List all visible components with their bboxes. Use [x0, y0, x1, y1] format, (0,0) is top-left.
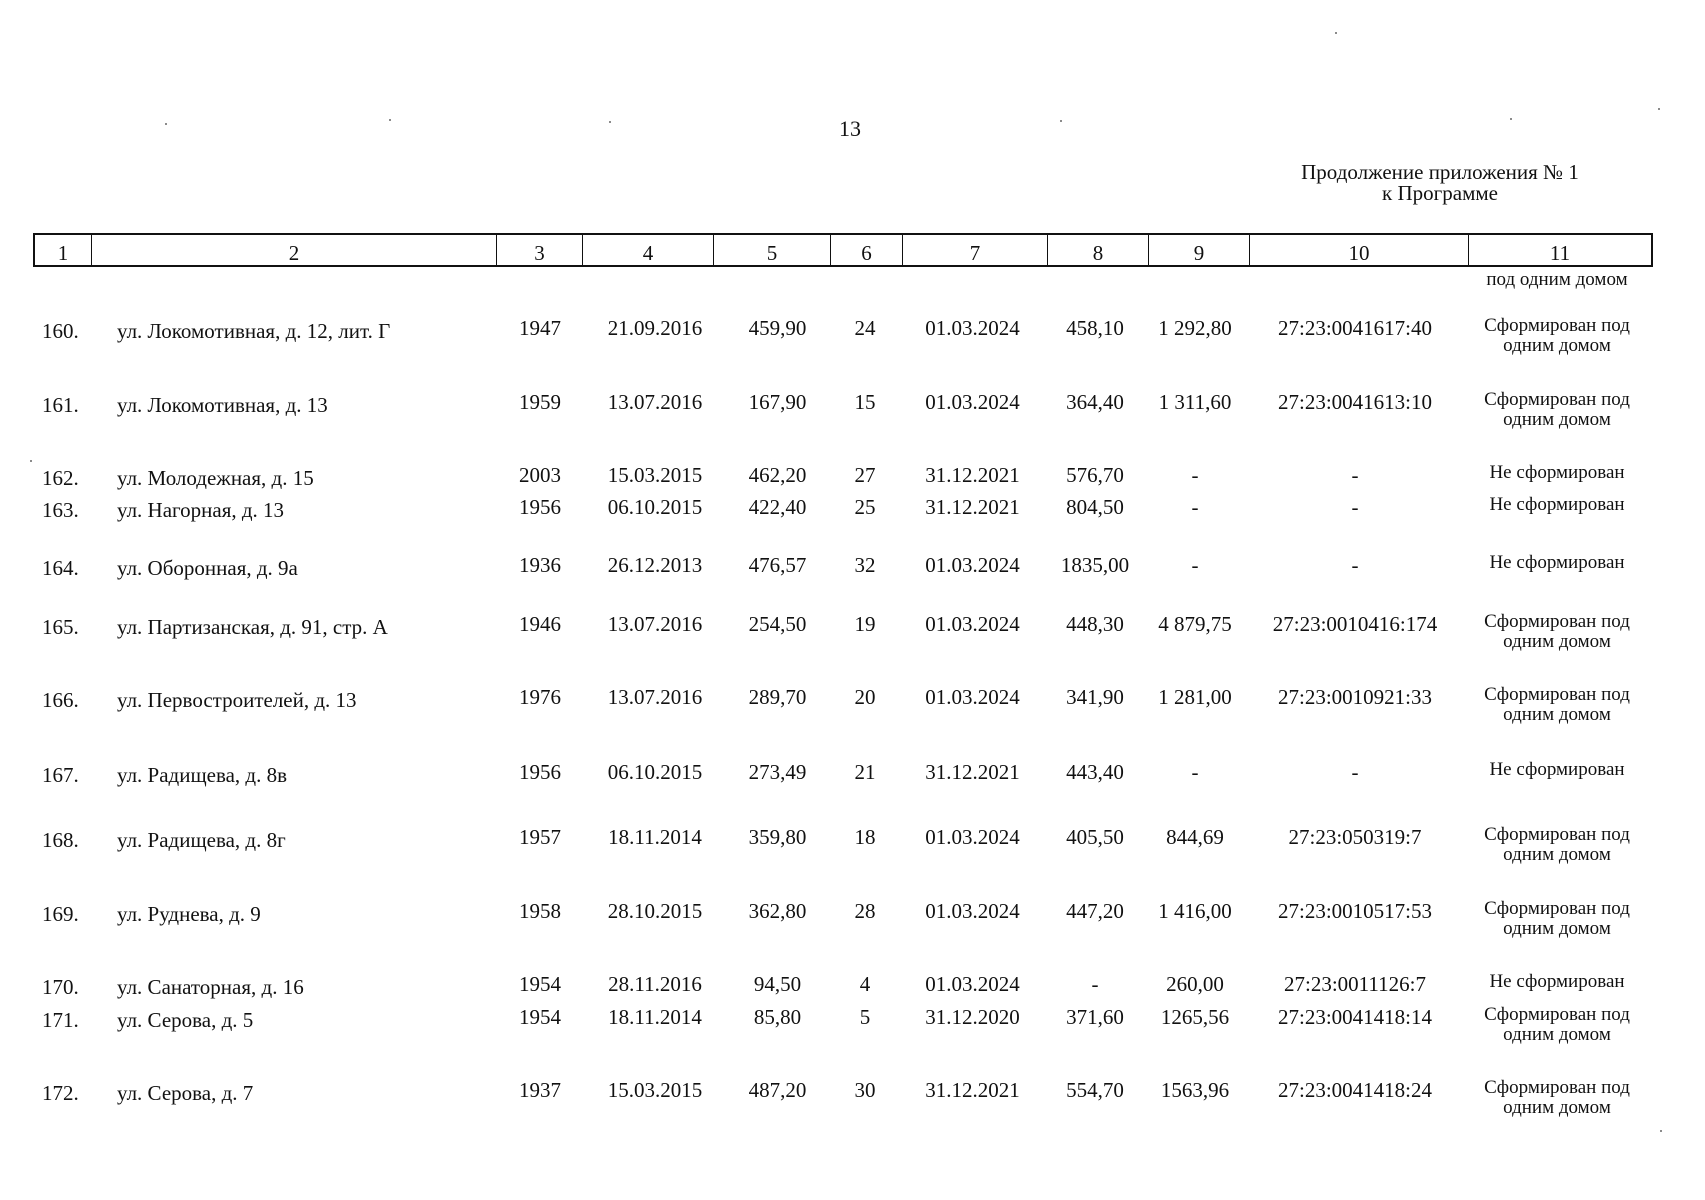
row-col8: 364,40 [1066, 390, 1124, 414]
carry-over-status: под одним домом [1486, 269, 1628, 290]
row-address: ул. Оборонная, д. 9а [117, 556, 298, 580]
row-col9: 1 311,60 [1158, 390, 1232, 414]
row-cadastral: 27:23:0010416:174 [1272, 612, 1438, 636]
row-deadline: 01.03.2024 [925, 685, 1020, 709]
row-col9: 1 281,00 [1158, 685, 1232, 709]
row-number: 168. [42, 828, 79, 852]
row-year: 1957 [519, 825, 561, 849]
row-status: Не сформирован [1489, 494, 1625, 515]
row-area: 362,80 [748, 899, 807, 923]
row-year: 1946 [519, 612, 561, 636]
row-col8: 1835,00 [1060, 553, 1130, 577]
row-area: 85,80 [753, 1005, 802, 1029]
appendix-caption [1230, 162, 1650, 204]
header-col-6: 6 [830, 235, 902, 265]
row-cadastral: 27:23:0041617:40 [1277, 316, 1432, 340]
row-area: 462,20 [748, 463, 807, 487]
row-col8: 554,70 [1066, 1078, 1124, 1102]
row-number: 169. [42, 902, 79, 926]
row-year: 1959 [519, 390, 561, 414]
row-area: 94,50 [753, 972, 802, 996]
row-date: 13.07.2016 [607, 390, 703, 414]
row-col8: - [1091, 972, 1099, 996]
row-year: 1976 [519, 685, 561, 709]
row-col9: - [1191, 553, 1199, 577]
row-deadline: 01.03.2024 [925, 972, 1020, 996]
row-status: Сформирован под одним домом [1484, 1004, 1630, 1045]
row-col9: 1265,56 [1160, 1005, 1230, 1029]
row-people: 27 [854, 463, 876, 487]
row-year: 1947 [519, 316, 561, 340]
row-people: 19 [854, 612, 876, 636]
row-year: 1956 [519, 760, 561, 784]
row-col9: - [1191, 463, 1199, 487]
row-status: Не сформирован [1489, 759, 1625, 780]
header-col-8: 8 [1047, 235, 1148, 265]
row-number: 160. [42, 319, 79, 343]
row-people: 4 [859, 972, 871, 996]
row-date: 15.03.2015 [607, 1078, 703, 1102]
row-date: 26.12.2013 [607, 553, 703, 577]
row-address: ул. Серова, д. 5 [117, 1008, 254, 1032]
row-area: 359,80 [748, 825, 807, 849]
row-status: Сформирован под одним домом [1484, 611, 1630, 652]
header-col-9: 9 [1148, 235, 1249, 265]
row-people: 5 [859, 1005, 871, 1029]
row-people: 25 [854, 495, 876, 519]
row-deadline: 31.12.2021 [925, 495, 1020, 519]
header-col-4: 4 [582, 235, 713, 265]
row-area: 289,70 [748, 685, 807, 709]
row-deadline: 31.12.2021 [925, 760, 1020, 784]
row-address: ул. Партизанская, д. 91, стр. А [117, 615, 388, 639]
row-people: 30 [854, 1078, 876, 1102]
row-date: 15.03.2015 [607, 463, 703, 487]
row-deadline: 01.03.2024 [925, 899, 1020, 923]
row-address: ул. Радищева, д. 8в [117, 763, 288, 787]
row-cadastral: 27:23:0010517:53 [1277, 899, 1432, 923]
row-date: 28.11.2016 [608, 972, 702, 996]
row-cadastral: - [1351, 553, 1359, 577]
row-number: 170. [42, 975, 79, 999]
row-people: 20 [854, 685, 876, 709]
header-col-7: 7 [902, 235, 1047, 265]
row-deadline: 31.12.2020 [925, 1005, 1020, 1029]
row-year: 1954 [519, 972, 561, 996]
header-col-2: 2 [91, 235, 496, 265]
row-date: 21.09.2016 [607, 316, 703, 340]
row-cadastral: - [1351, 463, 1359, 487]
row-area: 476,57 [748, 553, 807, 577]
row-cadastral: 27:23:050319:7 [1288, 825, 1422, 849]
row-area: 254,50 [748, 612, 807, 636]
row-status: Не сформирован [1489, 971, 1625, 992]
row-people: 15 [854, 390, 876, 414]
row-cadastral: 27:23:0041613:10 [1277, 390, 1432, 414]
row-cadastral: 27:23:0010921:33 [1277, 685, 1432, 709]
row-date: 28.10.2015 [607, 899, 703, 923]
row-status: Сформирован под одним домом [1484, 389, 1630, 430]
row-cadastral: - [1351, 760, 1359, 784]
row-status: Не сформирован [1489, 462, 1625, 483]
row-col9: 1563,96 [1160, 1078, 1230, 1102]
row-status: Не сформирован [1489, 552, 1625, 573]
row-year: 1954 [519, 1005, 561, 1029]
row-area: 273,49 [748, 760, 807, 784]
row-col8: 804,50 [1066, 495, 1124, 519]
row-date: 18.11.2014 [608, 1005, 702, 1029]
row-people: 24 [854, 316, 876, 340]
row-deadline: 01.03.2024 [925, 553, 1020, 577]
table-header [33, 233, 1653, 267]
row-people: 18 [854, 825, 876, 849]
row-date: 13.07.2016 [607, 685, 703, 709]
row-status: Сформирован под одним домом [1484, 1077, 1630, 1118]
row-number: 172. [42, 1081, 79, 1105]
row-year: 1937 [519, 1078, 561, 1102]
row-col8: 447,20 [1066, 899, 1124, 923]
row-number: 171. [42, 1008, 79, 1032]
row-address: ул. Серова, д. 7 [117, 1081, 254, 1105]
row-col9: 844,69 [1166, 825, 1224, 849]
row-status: Сформирован под одним домом [1484, 684, 1630, 725]
row-area: 422,40 [748, 495, 807, 519]
header-col-11: 11 [1468, 235, 1651, 265]
row-people: 28 [854, 899, 876, 923]
header-col-10: 10 [1249, 235, 1468, 265]
row-year: 1958 [519, 899, 561, 923]
row-people: 21 [854, 760, 876, 784]
row-col8: 576,70 [1066, 463, 1124, 487]
row-deadline: 01.03.2024 [925, 612, 1020, 636]
header-col-5: 5 [713, 235, 830, 265]
row-col8: 458,10 [1066, 316, 1124, 340]
row-date: 06.10.2015 [607, 495, 703, 519]
header-col-1: 1 [57, 241, 69, 265]
row-status: Сформирован под одним домом [1484, 315, 1630, 356]
row-deadline: 01.03.2024 [925, 825, 1020, 849]
row-date: 06.10.2015 [607, 760, 703, 784]
row-status: Сформирован под одним домом [1484, 824, 1630, 865]
row-area: 167,90 [748, 390, 807, 414]
row-address: ул. Первостроителей, д. 13 [117, 688, 357, 712]
row-number: 162. [42, 466, 79, 490]
row-year: 1956 [519, 495, 561, 519]
row-col9: 260,00 [1166, 972, 1224, 996]
appendix-line-2: к Программе [1382, 181, 1498, 205]
row-address: ул. Нагорная, д. 13 [117, 498, 285, 522]
row-people: 32 [854, 553, 876, 577]
row-status: Сформирован под одним домом [1484, 898, 1630, 939]
row-address: ул. Молодежная, д. 15 [117, 466, 314, 490]
row-col8: 341,90 [1066, 685, 1124, 709]
row-col9: - [1191, 495, 1199, 519]
row-number: 161. [42, 393, 79, 417]
row-number: 163. [42, 498, 79, 522]
row-col9: 4 879,75 [1158, 612, 1232, 636]
page-number: 13 [839, 116, 861, 141]
row-number: 166. [42, 688, 79, 712]
row-area: 459,90 [748, 316, 807, 340]
row-date: 13.07.2016 [607, 612, 703, 636]
appendix-line-1: Продолжение приложения № 1 [1301, 160, 1579, 184]
row-cadastral: 27:23:0041418:24 [1277, 1078, 1432, 1102]
row-address: ул. Санаторная, д. 16 [117, 975, 304, 999]
row-cadastral: - [1351, 495, 1359, 519]
row-year: 1936 [519, 553, 561, 577]
row-number: 164. [42, 556, 79, 580]
row-address: ул. Руднева, д. 9 [117, 902, 261, 926]
row-year: 2003 [519, 463, 561, 487]
row-number: 167. [42, 763, 79, 787]
row-number: 165. [42, 615, 79, 639]
row-address: ул. Локомотивная, д. 13 [117, 393, 328, 417]
row-cadastral: 27:23:0041418:14 [1277, 1005, 1432, 1029]
row-address: ул. Локомотивная, д. 12, лит. Г [117, 319, 391, 343]
row-col9: 1 292,80 [1158, 316, 1232, 340]
header-col-3: 3 [496, 235, 582, 265]
row-deadline: 31.12.2021 [925, 1078, 1020, 1102]
row-col8: 405,50 [1066, 825, 1124, 849]
row-deadline: 31.12.2021 [925, 463, 1020, 487]
row-deadline: 01.03.2024 [925, 316, 1020, 340]
row-col8: 371,60 [1066, 1005, 1124, 1029]
row-area: 487,20 [748, 1078, 807, 1102]
row-date: 18.11.2014 [608, 825, 702, 849]
row-address: ул. Радищева, д. 8г [117, 828, 286, 852]
row-col9: - [1191, 760, 1199, 784]
row-cadastral: 27:23:0011126:7 [1284, 972, 1426, 996]
row-col9: 1 416,00 [1158, 899, 1232, 923]
row-col8: 448,30 [1066, 612, 1124, 636]
row-col8: 443,40 [1066, 760, 1124, 784]
row-deadline: 01.03.2024 [925, 390, 1020, 414]
